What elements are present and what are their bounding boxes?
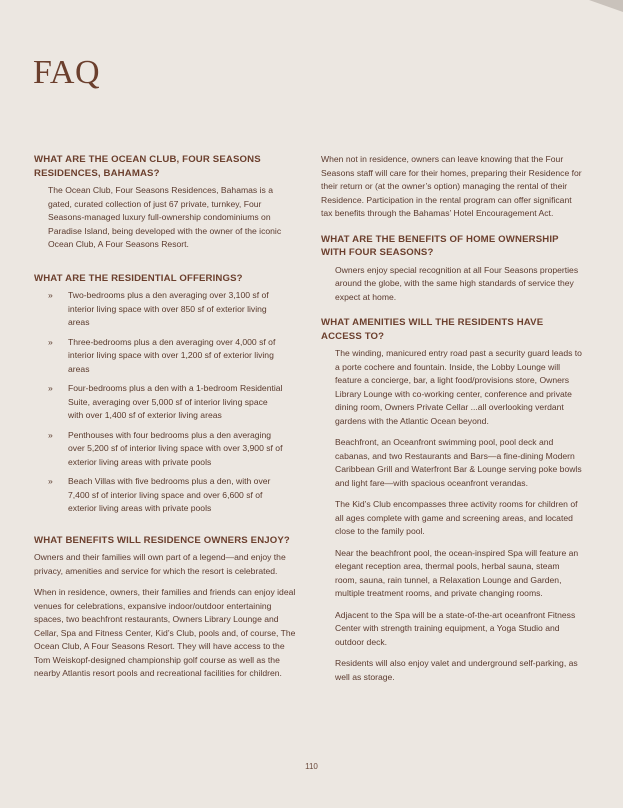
list-item — [34, 336, 296, 377]
answer-paragraph: When not in residence, owners can leave knowing that the Four Seasons staff will care for their homes, preparing their Residence for their return or (at the owner’s option) managing the rental of their Residence. Participation in the rental program can offer significant tax benefits through the Bahamas’ Hotel Encouragement Act. — [321, 154, 582, 218]
answer-paragraph: The Ocean Club, Four Seasons Residences, Bahamas is a gated, curated collection of just 67 private, turnkey, Four Seasons-managed luxury full-ownership condominiums on Paradise Island, being developed with the owner of the iconic Ocean Club, A Four Seasons Resort. — [48, 185, 282, 249]
answer-paragraph: Owners and their families will own part of a legend—and enjoy the privacy, amenities and service for which the resort is celebrated. — [34, 552, 286, 576]
list-item — [34, 429, 296, 470]
list-item-text: Four-bedrooms plus a den with a 1-bedroom Residential Suite, averaging over 5,000 sf of interior living space with over 1,400 sf of exterior living areas — [68, 383, 283, 420]
question-heading: WHAT AMENITIES WILL THE RESIDENTS HAVE ACCESS TO? — [321, 317, 544, 342]
answer-paragraph: Residents will also enjoy valet and underground self-parking, as well as storage. — [335, 658, 578, 682]
page-number: 110 — [305, 762, 318, 771]
question-heading: WHAT ARE THE OCEAN CLUB, FOUR SEASONS RESIDENCES, BAHAMAS? — [34, 154, 261, 179]
question-heading: WHAT ARE THE BENEFITS OF HOME OWNERSHIP WITH FOUR SEASONS? — [321, 233, 559, 258]
page-title: FAQ — [33, 54, 100, 91]
list-item-text: Beach Villas with five bedrooms plus a den, with over 7,400 sf of interior living space and over 6,600 sf of exterior living areas with private pools — [68, 476, 271, 513]
bullet-icon: » — [48, 476, 53, 486]
list-item-text: Penthouses with four bedrooms plus a den averaging over 5,200 sf of interior living space with over 3,900 sf of exterior living areas with private pools — [68, 429, 283, 467]
list-item — [34, 475, 296, 516]
list-item — [34, 382, 296, 423]
answer-paragraph: The winding, manicured entry road past a security guard leads to a porte cochere and fountain. Inside, the Lobby Lounge will feature a concierge, bar, a light food/provisions store, Owners Library Lounge with co-working center, conference and private dining room, Owners Private Cellar ...all overlooking verdant gardens with the Atlantic Ocean beyond. — [335, 348, 582, 426]
bullet-icon: » — [48, 336, 53, 347]
bullet-icon: » — [48, 429, 53, 440]
question-heading: WHAT ARE THE RESIDENTIAL OFFERINGS? — [34, 272, 243, 284]
page-corner-fold — [589, 0, 623, 12]
answer-paragraph: Adjacent to the Spa will be a state-of-the-art oceanfront Fitness Center with strength training equipment, a Yoga Studio and outdoor deck. — [335, 609, 576, 647]
answer-paragraph: Beachfront, an Oceanfront swimming pool, pool deck and cabanas, and two Restaurants and Bars—a fine-dining Modern Caribbean Grill and Waterfront Bar & Lounge serving poke bowls and light fare—with spacious oceanfront verandas. — [335, 437, 582, 488]
bullet-icon: » — [48, 290, 53, 300]
left-column — [34, 153, 296, 689]
list-item-text: Two-bedrooms plus a den averaging over 3,100 sf of interior living space with over 850 sf of exterior living areas — [68, 290, 269, 327]
answer-paragraph: Near the beachfront pool, the ocean-inspired Spa will feature an elegant reception area, thermal pools, herbal sauna, steam room, sauna, rain tunnel, a Relaxation Lounge and Garden, multiple treatment rooms, and private changing rooms. — [335, 547, 579, 598]
answer-paragraph: Owners enjoy special recognition at all Four Seasons properties around the globe, with the same high standards of service they expect at home. — [335, 264, 579, 302]
bullet-icon: » — [48, 383, 53, 393]
question-heading: WHAT BENEFITS WILL RESIDENCE OWNERS ENJOY? — [34, 534, 290, 546]
offerings-list — [34, 289, 296, 516]
list-item-text: Three-bedrooms plus a den averaging over 4,000 sf of interior living space with over 1,200 sf of exterior living areas — [68, 336, 276, 374]
answer-paragraph: The Kid’s Club encompasses three activity rooms for children of all ages complete with game and screening areas, and located close to the family pool. — [335, 499, 578, 536]
right-column — [321, 153, 583, 692]
list-item — [34, 289, 296, 330]
answer-paragraph: When in residence, owners, their families and friends can enjoy ideal venues for celebrations, expansive indoor/outdoor entertaining spaces, two beachfront restaurants, Owners Library Lounge and Cellar, Spa and Fitness Center, Kid’s Club, pools and, of course, The Ocean Club, A Four Seasons Resort. They will have access to the Tom Weiskopf-designed championship golf course as well as the nearby Atlantis resort pools and recreational facilities for children. — [34, 587, 296, 678]
